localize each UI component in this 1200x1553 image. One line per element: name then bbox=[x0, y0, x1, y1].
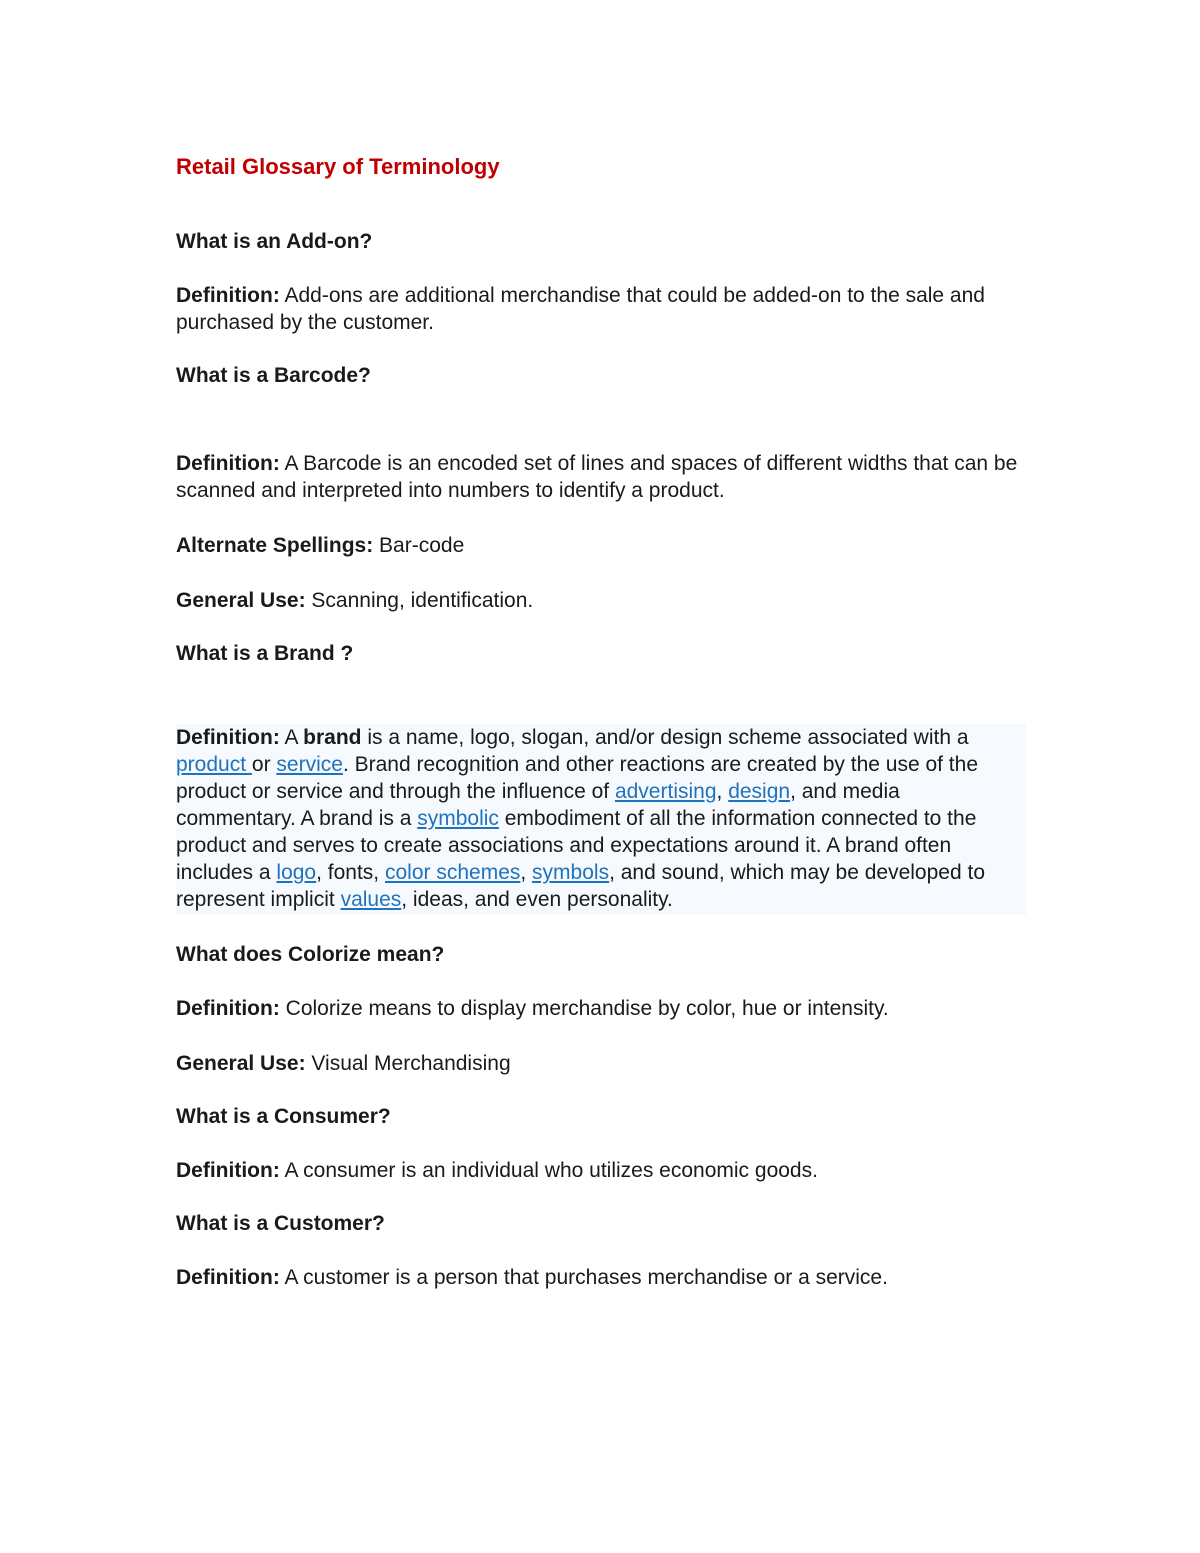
question-brand: What is a Brand ? bbox=[176, 642, 354, 665]
link-symbolic[interactable]: symbolic bbox=[417, 807, 499, 830]
link-design[interactable]: design bbox=[728, 780, 791, 803]
definition-label: Definition: bbox=[176, 726, 280, 749]
definition-colorize bbox=[176, 995, 1026, 1022]
brand-definition-box bbox=[176, 724, 1026, 915]
definition-text: , and sound, which may be developed to represent implicit bbox=[176, 861, 985, 911]
general-use-colorize bbox=[176, 1050, 1026, 1077]
alternate-spellings-barcode bbox=[176, 532, 1026, 559]
general-use-label: General Use: bbox=[176, 1052, 306, 1075]
definition-label: Definition: bbox=[176, 997, 280, 1020]
question-customer: What is a Customer? bbox=[176, 1212, 385, 1235]
definition-customer bbox=[176, 1264, 1026, 1291]
definition-text: or bbox=[251, 753, 277, 776]
general-use-text: Visual Merchandising bbox=[305, 1052, 511, 1075]
definition-barcode bbox=[176, 450, 1026, 504]
definition-text: A consumer is an individual who utilizes economic goods. bbox=[279, 1159, 818, 1182]
link-service[interactable]: service bbox=[276, 753, 343, 776]
link-color-schemes[interactable]: color schemes bbox=[384, 861, 521, 884]
definition-label: Definition: bbox=[176, 1266, 280, 1289]
definition-label: Definition: bbox=[176, 284, 280, 307]
definition-text: , bbox=[716, 780, 729, 803]
link-advertising[interactable]: advertising bbox=[614, 780, 717, 803]
definition-text: embodiment of all the information connected to the product and serves to create associations and expectations around it. A brand often includes a bbox=[176, 807, 977, 884]
general-use-text: Scanning, identification. bbox=[305, 589, 534, 612]
definition-text: , ideas, and even personality. bbox=[401, 888, 673, 911]
link-symbols[interactable]: symbols bbox=[532, 861, 610, 884]
definition-text: Colorize means to display merchandise by color, hue or intensity. bbox=[279, 997, 889, 1020]
definition-text: Add-ons are additional merchandise that could be added-on to the sale and purchased by the customer. bbox=[176, 284, 985, 334]
definition-text: , and media commentary. A brand is a bbox=[176, 780, 900, 830]
question-addon: What is an Add-on? bbox=[176, 230, 373, 253]
definition-text: . Brand recognition and other reactions are created by the use of the product or service and through the influence of bbox=[176, 753, 979, 803]
link-values[interactable]: values bbox=[340, 888, 402, 911]
question-barcode: What is a Barcode? bbox=[176, 364, 371, 387]
alternate-spellings-text: Bar-code bbox=[373, 534, 465, 557]
definition-text: , fonts, bbox=[316, 861, 385, 884]
link-product[interactable]: product bbox=[176, 753, 252, 776]
document-content bbox=[176, 150, 1026, 1291]
definition-label: Definition: bbox=[176, 452, 280, 475]
definition-text: is a name, logo, slogan, and/or design scheme associated with a bbox=[361, 726, 969, 749]
definition-label: Definition: bbox=[176, 1159, 280, 1182]
definition-text: A bbox=[279, 726, 304, 749]
document-title: Retail Glossary of Terminology bbox=[176, 154, 500, 179]
definition-text: A customer is a person that purchases merchandise or a service. bbox=[279, 1266, 888, 1289]
definition-addon bbox=[176, 282, 1026, 336]
alternate-spellings-label: Alternate Spellings: bbox=[176, 534, 374, 557]
link-logo[interactable]: logo bbox=[276, 861, 317, 884]
definition-consumer bbox=[176, 1157, 1026, 1184]
question-colorize: What does Colorize mean? bbox=[176, 943, 445, 966]
definition-text: , bbox=[520, 861, 533, 884]
definition-text: A Barcode is an encoded set of lines and spaces of different widths that can be scanned and interpreted into numbers to identify a product. bbox=[176, 452, 1018, 502]
brand-bold-word: brand bbox=[303, 726, 362, 749]
general-use-label: General Use: bbox=[176, 589, 306, 612]
question-consumer: What is a Consumer? bbox=[176, 1105, 391, 1128]
general-use-barcode bbox=[176, 587, 1026, 614]
definition-brand bbox=[176, 724, 1020, 913]
